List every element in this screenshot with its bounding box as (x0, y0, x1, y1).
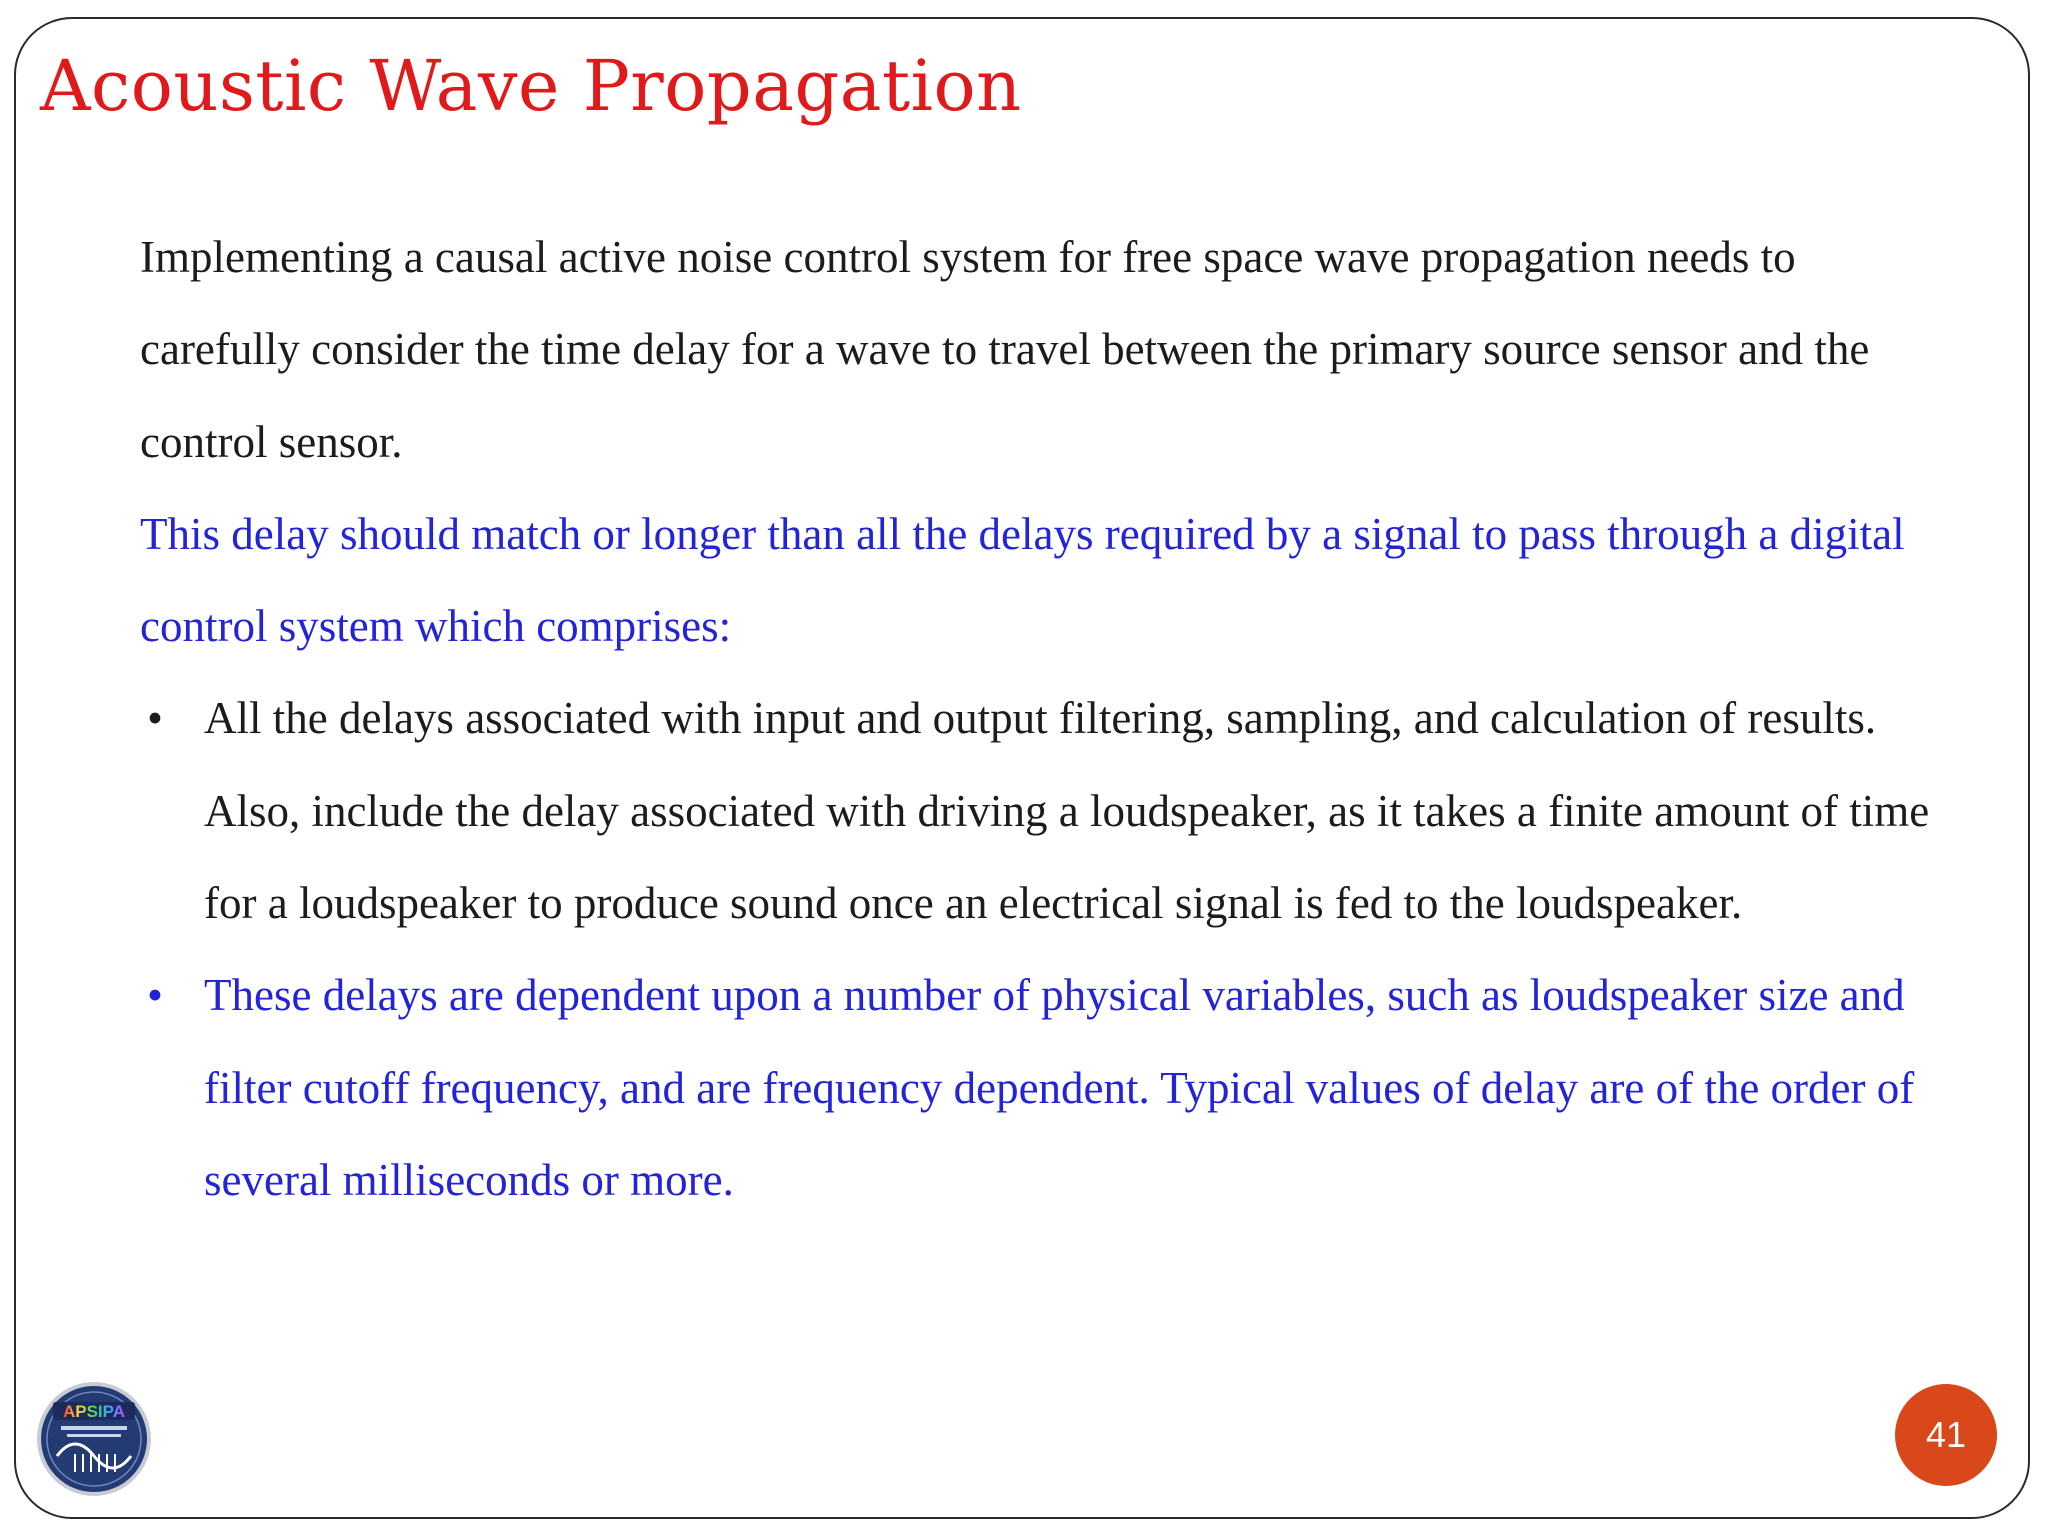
bullet-text-delays: All the delays associated with input and output filtering, sampling, and calculation of results. Also, include the delay associated with driving a loudspeaker, as it takes a finite amount of time for a loudspeaker to produce sound once an electrical signal is fed to the loudspeaker. (204, 693, 1930, 929)
bullet-marker: • (147, 693, 163, 744)
slide-body (140, 211, 1960, 1226)
logo-wordmark: APSIPA (62, 1402, 126, 1421)
paragraph-delay-requirement: This delay should match or longer than all the delays required by a signal to pass through a digital control system which comprises: (140, 508, 1905, 652)
paragraph-intro: Implementing a causal active noise control system for free space wave propagation needs to carefully consider the time delay for a wave to travel between the primary source sensor and the control sensor. (140, 232, 1870, 467)
bullet-item-dependencies (140, 949, 1960, 1226)
bullet-item-delays (140, 672, 1960, 949)
bullet-text-dependencies: These delays are dependent upon a number of physical variables, such as loudspeaker size and filter cutoff frequency, and are frequency dependent. Typical values of delay are of the order of several milliseconds or more. (204, 970, 1915, 1205)
apsipa-logo-icon (35, 1380, 153, 1498)
bullet-marker: • (147, 970, 163, 1021)
bullet-list (140, 672, 1960, 1226)
slide-title: Acoustic Wave Propagation (40, 45, 1022, 127)
page-number-badge: 41 (1895, 1384, 1997, 1486)
